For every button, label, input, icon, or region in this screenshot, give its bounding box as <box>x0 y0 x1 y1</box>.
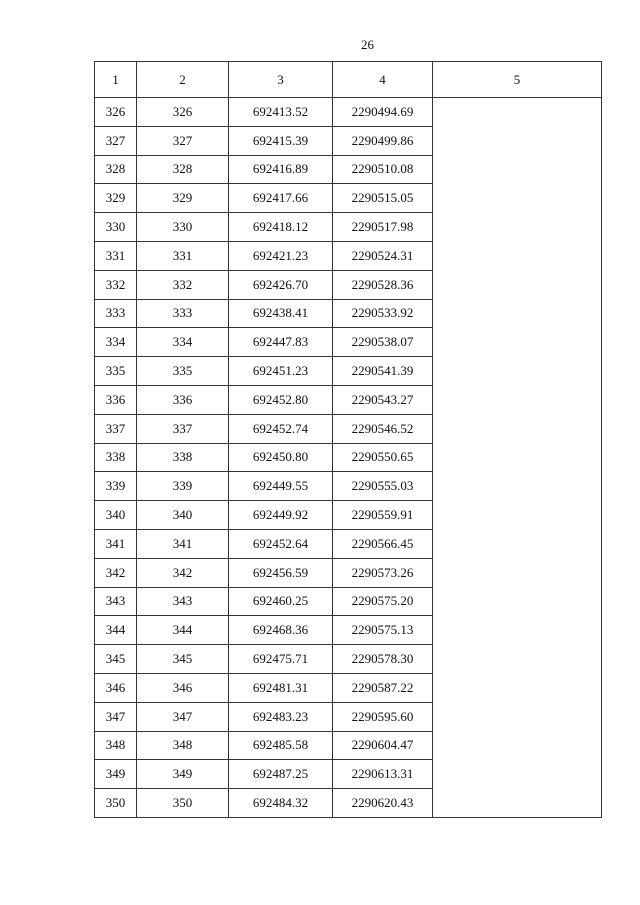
cell-x-coordinate: 692449.55 <box>229 472 333 501</box>
cell-point-id: 328 <box>137 155 229 184</box>
cell-x-coordinate: 692451.23 <box>229 357 333 386</box>
cell-x-coordinate: 692487.25 <box>229 760 333 789</box>
cell-x-coordinate: 692449.92 <box>229 501 333 530</box>
cell-point-number: 349 <box>95 760 137 789</box>
cell-x-coordinate: 692421.23 <box>229 241 333 270</box>
cell-point-id: 333 <box>137 299 229 328</box>
cell-point-number: 338 <box>95 443 137 472</box>
cell-y-coordinate: 2290550.65 <box>333 443 433 472</box>
cell-y-coordinate: 2290573.26 <box>333 558 433 587</box>
cell-y-coordinate: 2290575.20 <box>333 587 433 616</box>
cell-y-coordinate: 2290499.86 <box>333 126 433 155</box>
cell-point-number: 331 <box>95 241 137 270</box>
cell-y-coordinate: 2290566.45 <box>333 529 433 558</box>
cell-y-coordinate: 2290587.22 <box>333 673 433 702</box>
cell-point-id: 332 <box>137 270 229 299</box>
cell-point-number: 340 <box>95 501 137 530</box>
table-body <box>95 98 602 818</box>
cell-point-id: 334 <box>137 328 229 357</box>
header-row <box>95 62 602 98</box>
cell-y-coordinate: 2290517.98 <box>333 213 433 242</box>
cell-x-coordinate: 692475.71 <box>229 645 333 674</box>
cell-point-id: 348 <box>137 731 229 760</box>
cell-x-coordinate: 692484.32 <box>229 789 333 818</box>
header-col-2: 2 <box>137 62 229 98</box>
cell-y-coordinate: 2290494.69 <box>333 98 433 127</box>
cell-y-coordinate: 2290555.03 <box>333 472 433 501</box>
cell-point-number: 341 <box>95 529 137 558</box>
cell-point-id: 326 <box>137 98 229 127</box>
cell-point-number: 347 <box>95 702 137 731</box>
cell-x-coordinate: 692447.83 <box>229 328 333 357</box>
cell-y-coordinate: 2290541.39 <box>333 357 433 386</box>
cell-x-coordinate: 692485.58 <box>229 731 333 760</box>
cell-y-coordinate: 2290515.05 <box>333 184 433 213</box>
cell-point-number: 329 <box>95 184 137 213</box>
cell-point-id: 342 <box>137 558 229 587</box>
cell-point-id: 327 <box>137 126 229 155</box>
cell-y-coordinate: 2290528.36 <box>333 270 433 299</box>
table-header <box>95 62 602 98</box>
cell-y-coordinate: 2290575.13 <box>333 616 433 645</box>
cell-x-coordinate: 692418.12 <box>229 213 333 242</box>
cell-point-number: 348 <box>95 731 137 760</box>
cell-point-number: 334 <box>95 328 137 357</box>
cell-point-id: 343 <box>137 587 229 616</box>
cell-point-id: 339 <box>137 472 229 501</box>
cell-point-number: 333 <box>95 299 137 328</box>
cell-point-number: 330 <box>95 213 137 242</box>
cell-point-id: 340 <box>137 501 229 530</box>
cell-point-id: 341 <box>137 529 229 558</box>
cell-x-coordinate: 692426.70 <box>229 270 333 299</box>
cell-x-coordinate: 692415.39 <box>229 126 333 155</box>
cell-point-number: 350 <box>95 789 137 818</box>
cell-point-number: 335 <box>95 357 137 386</box>
cell-y-coordinate: 2290578.30 <box>333 645 433 674</box>
cell-point-id: 337 <box>137 414 229 443</box>
page-number: 26 <box>361 37 374 52</box>
cell-x-coordinate: 692452.64 <box>229 529 333 558</box>
coordinates-table <box>94 61 602 818</box>
cell-point-number: 326 <box>95 98 137 127</box>
cell-y-coordinate: 2290620.43 <box>333 789 433 818</box>
cell-point-id: 331 <box>137 241 229 270</box>
cell-y-coordinate: 2290613.31 <box>333 760 433 789</box>
header-col-5: 5 <box>433 62 602 98</box>
cell-point-number: 345 <box>95 645 137 674</box>
cell-y-coordinate: 2290510.08 <box>333 155 433 184</box>
cell-x-coordinate: 692468.36 <box>229 616 333 645</box>
cell-x-coordinate: 692481.31 <box>229 673 333 702</box>
cell-x-coordinate: 692483.23 <box>229 702 333 731</box>
cell-point-id: 330 <box>137 213 229 242</box>
cell-y-coordinate: 2290559.91 <box>333 501 433 530</box>
cell-point-id: 344 <box>137 616 229 645</box>
cell-point-id: 345 <box>137 645 229 674</box>
cell-point-number: 327 <box>95 126 137 155</box>
cell-point-id: 335 <box>137 357 229 386</box>
header-col-1: 1 <box>95 62 137 98</box>
cell-point-number: 332 <box>95 270 137 299</box>
cell-point-id: 329 <box>137 184 229 213</box>
table-row <box>95 98 602 127</box>
cell-x-coordinate: 692416.89 <box>229 155 333 184</box>
cell-point-id: 338 <box>137 443 229 472</box>
header-col-4: 4 <box>333 62 433 98</box>
header-col-3: 3 <box>229 62 333 98</box>
cell-y-coordinate: 2290595.60 <box>333 702 433 731</box>
cell-x-coordinate: 692460.25 <box>229 587 333 616</box>
cell-y-coordinate: 2290538.07 <box>333 328 433 357</box>
cell-y-coordinate: 2290604.47 <box>333 731 433 760</box>
cell-x-coordinate: 692456.59 <box>229 558 333 587</box>
cell-point-id: 346 <box>137 673 229 702</box>
cell-point-number: 346 <box>95 673 137 702</box>
cell-y-coordinate: 2290543.27 <box>333 385 433 414</box>
cell-x-coordinate: 692450.80 <box>229 443 333 472</box>
cell-x-coordinate: 692413.52 <box>229 98 333 127</box>
cell-point-number: 337 <box>95 414 137 443</box>
cell-point-number: 336 <box>95 385 137 414</box>
cell-point-id: 336 <box>137 385 229 414</box>
cell-point-number: 344 <box>95 616 137 645</box>
cell-y-coordinate: 2290546.52 <box>333 414 433 443</box>
cell-y-coordinate: 2290533.92 <box>333 299 433 328</box>
cell-x-coordinate: 692452.74 <box>229 414 333 443</box>
cell-point-number: 339 <box>95 472 137 501</box>
cell-point-number: 328 <box>95 155 137 184</box>
cell-point-id: 347 <box>137 702 229 731</box>
cell-y-coordinate: 2290524.31 <box>333 241 433 270</box>
cell-point-id: 350 <box>137 789 229 818</box>
cell-x-coordinate: 692417.66 <box>229 184 333 213</box>
cell-x-coordinate: 692438.41 <box>229 299 333 328</box>
cell-point-number: 342 <box>95 558 137 587</box>
cell-point-number: 343 <box>95 587 137 616</box>
notes-cell <box>433 98 602 818</box>
cell-point-id: 349 <box>137 760 229 789</box>
cell-x-coordinate: 692452.80 <box>229 385 333 414</box>
